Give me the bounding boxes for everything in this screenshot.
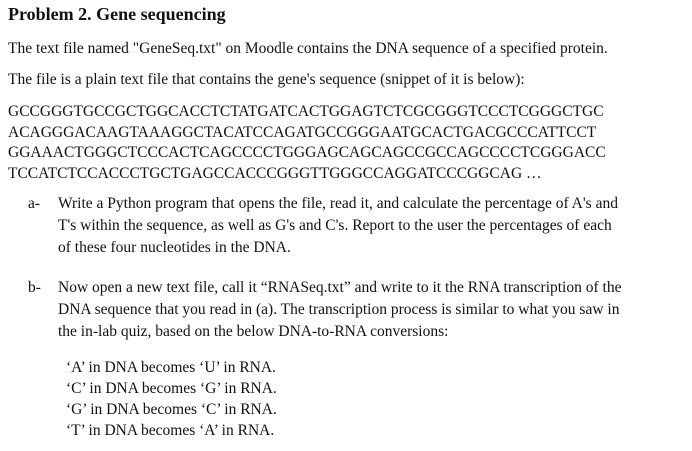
part-a-text	[58, 193, 678, 259]
part-a-marker: a-	[28, 195, 41, 212]
conversion-rule: ‘T’ in DNA becomes ‘A’ in RNA.	[66, 422, 275, 439]
dna-sequence-snippet	[8, 102, 606, 184]
part-b-text	[58, 277, 678, 343]
part-a-line: of these four nucleotides in the DNA.	[58, 239, 291, 256]
file-note-paragraph: The file is a plain text file that contains the gene's sequence (snippet of it is below):	[8, 71, 525, 88]
conversion-list	[66, 357, 277, 441]
conversion-rule: ‘C’ in DNA becomes ‘G’ in RNA.	[66, 380, 277, 397]
part-b-marker: b-	[28, 279, 41, 296]
part-b-line: the in-lab quiz, based on the below DNA-to-RNA conversions:	[58, 323, 449, 340]
sequence-line: ACAGGGACAAGTAAAGGCTACATCCAGATGCCGGGAATGCACTGACGCCCATTCCT	[8, 123, 597, 141]
part-a-line: T's within the sequence, as well as G's and C's. Report to the user the percentages of each	[58, 217, 612, 234]
part-b-line: Now open a new text file, call it “RNASeq.txt” and write to it the RNA transcription of the	[58, 279, 622, 296]
sequence-line: GCCGGGTGCCGCTGGCACCTCTATGATCACTGGAGTCTCGCGGGTCCCTCGGGCTGC	[8, 103, 604, 120]
intro-paragraph: The text file named "GeneSeq.txt" on Moodle contains the DNA sequence of a specified protein.	[8, 40, 608, 57]
conversion-rule: ‘A’ in DNA becomes ‘U’ in RNA.	[66, 359, 276, 376]
sequence-line: GGAAACTGGGCTCCCACTCAGCCCCTGGGAGCAGCAGCCGCCAGCCCCTCGGGACC	[8, 144, 606, 161]
sequence-line: TCCATCTCCACCCTGCTGAGCCACCCGGGTTGGGCCAGGATCCCGGCAG …	[8, 164, 542, 182]
part-b-line: DNA sequence that you read in (a). The transcription process is similar to what you saw in	[58, 301, 620, 318]
problem-title: Problem 2. Gene sequencing	[8, 4, 226, 24]
conversion-rule: ‘G’ in DNA becomes ‘C’ in RNA.	[66, 401, 277, 418]
part-a-line: Write a Python program that opens the file, read it, and calculate the percentage of A's and	[58, 195, 618, 212]
